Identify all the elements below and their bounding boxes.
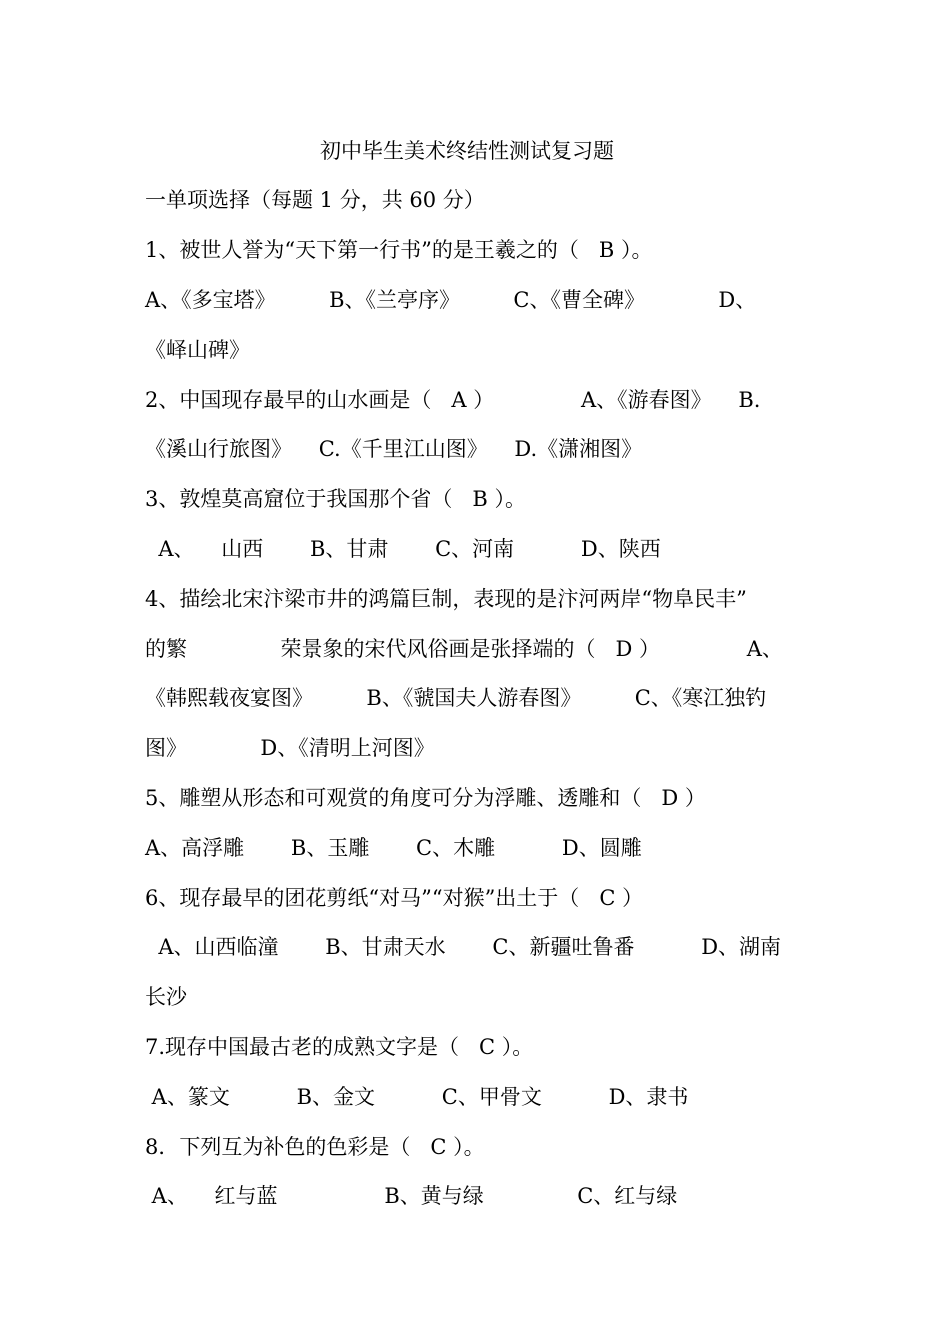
question-7-options: A、篆文 B、金文 C、甲骨文 D、隶书 [145,1085,689,1109]
document-title: 初中毕生美术终结性测试复习题 [320,139,614,163]
question-5: 5、雕塑从形态和可观赏的角度可分为浮雕、透雕和（ D ） [145,786,706,810]
question-1: 1、被世人誉为“天下第一行书”的是王羲之的（ B ）。 [145,238,653,262]
question-1-options: A、《多宝塔》 B、《兰亭序》 C、《曹全碑》 D、 [145,288,757,312]
question-2: 2、中国现存最早的山水画是（ A ） A、《游春图》 B. [145,388,761,412]
question-4-cont: 的繁 荣景象的宋代风俗画是张择端的（ D ） A、 [145,637,783,661]
section-heading: 一单项选择（每题 1 分，共 60 分） [145,188,485,212]
question-4-options-cont: 图》 D、《清明上河图》 [145,736,435,760]
question-8: 8．下列互为补色的色彩是（ C ）。 [145,1135,485,1159]
question-8-options: A、 红与蓝 B、黄与绿 C、红与绿 [145,1184,678,1208]
question-6: 6、现存最早的团花剪纸“对马”“对猴”出土于（ C ） [145,886,644,910]
question-3-options: A、 山西 B、甘肃 C、河南 D、陕西 [145,537,661,561]
question-4-options: 《韩熙载夜宴图》 B、《虢国夫人游春图》 C、《寒江独钓 [145,686,767,710]
question-7: 7.现存中国最古老的成熟文字是（ C ）。 [145,1035,534,1059]
question-2-options: 《溪山行旅图》 C.《千里江山图》 D.《潇湘图》 [145,437,643,461]
question-6-options: A、山西临潼 B、甘肃天水 C、新疆吐鲁番 D、湖南 [145,935,782,959]
question-6-options-cont: 长沙 [145,985,187,1009]
question-1-options-cont: 《峄山碑》 [145,338,250,362]
question-3: 3、敦煌莫高窟位于我国那个省（ B ）。 [145,487,526,511]
question-5-options: A、高浮雕 B、玉雕 C、木雕 D、圆雕 [145,836,642,860]
question-4: 4、描绘北宋汴梁市井的鸿篇巨制，表现的是汴河两岸“物阜民丰” [145,587,747,611]
